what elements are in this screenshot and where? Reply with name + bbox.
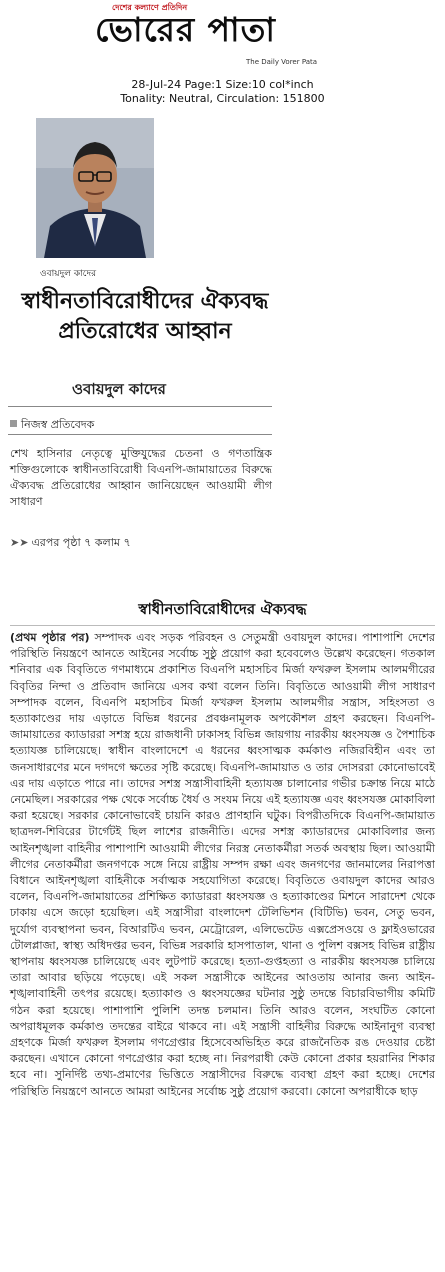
divider — [8, 406, 272, 407]
continuation-article-body — [10, 630, 435, 1100]
masthead-english-name: The Daily Vorer Pata — [246, 58, 318, 66]
headline-byline-name: ওবায়দুল কাদের — [72, 380, 166, 398]
double-arrow-icon: ➤➤ — [10, 536, 29, 549]
continuation-headline: স্বাধীনতাবিরোধীদের ঐক্যবদ্ধ — [138, 600, 307, 618]
reporter-label: নিজস্ব প্রতিবেদক — [21, 418, 95, 431]
newspaper-logo: ভোরের পাতা — [95, 10, 276, 49]
continued-on-text: এরপর পৃষ্ঠা ৭ কলাম ৭ — [31, 536, 131, 549]
portrait-photo — [36, 118, 154, 258]
clipping-meta-date-size: 28-Jul-24 Page:1 Size:10 col*inch — [131, 78, 314, 91]
masthead — [0, 0, 445, 68]
square-bullet-icon — [10, 420, 17, 427]
portrait-image — [36, 118, 154, 258]
front-headline: স্বাধীনতাবিরোধীদের ঐক্যবদ্ধ প্রতিরোধের আহ্বান — [21, 288, 269, 344]
divider — [10, 625, 435, 626]
continued-on-link — [10, 534, 131, 553]
front-article-body: শেখ হাসিনার নেতৃত্বে মুক্তিযুদ্ধের চেতনা ও গণতান্ত্রিক শক্তিগুলোকে স্বাধীনতাবিরোধী বিএনপি-জামায়াতের বিরুদ্ধে ঐক্যবদ্ধ প্রতিরোধের আহ্বান জানিয়েছেন আওয়ামী লীগ সাধারণ — [10, 447, 272, 508]
divider — [8, 434, 272, 435]
masthead-tagline: দেশের কল্যাণে প্রতিদিন — [112, 3, 188, 12]
continuation-lead: (প্রথম পৃষ্ঠার পর) — [10, 631, 90, 644]
clipping-meta-tonality: Tonality: Neutral, Circulation: 151800 — [120, 92, 325, 105]
reporter-credit — [10, 416, 94, 435]
photo-caption: ওবায়দুল কাদের — [40, 269, 97, 279]
continuation-text: সম্পাদক এবং সড়ক পরিবহন ও সেতুমন্ত্রী ওবায়দুল কাদের। পাশাপাশি দেশের পরিস্থিতি নিয়ন্ত্রণে আনতে আইনের সর্বোচ্চ সুষ্ঠু প্রয়োগ করা হবেবলেও উল্লেখ করেছেন। গতকাল শনিবার এক বিবৃতিতে গণমাধ্যমে প্রকাশিত বিএনপি মহাসচিব মির্জা ফখরুল ইসলাম আলমগীরের বিবৃতির নিন্দা ও প্রতিবাদ জানিয়ে এসব কথা বলেন তিনি। বিবৃতিতে আওয়ামী লীগ সাধারণ সম্পাদক বলেন, বিএনপি মহাসচিব মির্জা ফখরুল ইসলাম আলমগীর সন্ত্রাস, সহিংসতা ও হত্যাকাণ্ডের দায় এড়াতে বিভিন্ন ধরনের প্রবঞ্চনামূলক অপকৌশল গ্রহণ করছেন। বিএনপি-জামায়াতের ক্যাডাররা সশস্ত্র হয়ে রাজধানী ঢাকাসহ বিভিন্ন জায়গায় নারকীয় ধ্বংসযজ্ঞ ও পৈশাচিক হত্যাযজ্ঞ চালিয়েছে। স্বাধীন বাংলাদেশে এ ধরনের ধ্বংসাত্মক কর্মকাণ্ড নজিরবিহীন এবং তা জনসাধারণের মনে দগদগে ক্ষতের সৃষ্টি করেছে। বিএনপি-জামায়াত ও তার দোসররা কোনোভাবেই এর দায় এড়াতে পারে না। তাদের সশস্ত্র সন্ত্রাসীবাহিনী হত্যাযজ্ঞ চালানোর গভীর চক্রান্ত নিয়ে মাঠে নেমেছিল। সরকারের পক্ষ থেকে সর্বোচ্চ ধৈর্য ও সংযম নিয়ে এই হত্যাযজ্ঞ এবং ধ্বংসযজ্ঞ মোকাবিলা করা হয়েছে। সরকার কোনোভাবেই চায়নি কারও প্রাণহানি ঘটুক। বিপরীতদিকে বিএনপি-জামায়াত ছাত্রদল-শিবিরের টার্গেটই ছিল লাশের রাজনীতি। এদের সশস্ত্র ক্যাডারদের মোকাবিলার জন্য আইনশৃঙ্খলা বাহিনীর পাশাপাশি আওয়ামী লীগের নিরস্ত্র নেতাকর্মীরা সতর্ক অবস্থায় ছিল। আওয়ামী লীগের নেতাকর্মীরা জনগণকে সঙ্গে নিয়ে রাষ্ট্রীয় সম্পদ রক্ষা এবং জনগণের জানমালের নিরাপত্তা বিধানে আইনশৃঙ্খলা বাহিনীকে সর্বাত্মক সহযোগিতা করেছে। বিবৃতিতে ওবায়দুল কাদের আরও বলেন, বিএনপি-জামায়াতের প্রশিক্ষিত ক্যাডাররা ধ্বংসযজ্ঞ ও হত্যাকাণ্ডের মিশনে সারাদেশ থেকে ঢাকায় এসে জড়ো হয়েছিল। এই সন্ত্রাসীরা বাংলাদেশ টেলিভিশন (বিটিভি) ভবন, সেতু ভবন, দুর্যোগ ব্যবস্থাপনা ভবন, বিআরটিএ ভবন, মেট্রোরেল, এলিভেটেড এক্সপ্রেসওয়ে ও ফ্লাইওভারের টোলপ্লাজা, স্বাস্থ্য অধিদপ্তর ভবন, বিভিন্ন সরকারি হাসপাতাল, থানা ও পুলিশ বক্সসহ বিভিন্ন রাষ্ট্রীয় স্থাপনায় ধ্বংসযজ্ঞ চালিয়েছে এবং লুটপাট করেছে। হত্যা-গুপ্তহত্যা ও নারকীয় ধ্বংসযজ্ঞ চালিয়ে তারা আবার ছড়িয়ে পড়েছে। এই সকল সন্ত্রাসীকে আইনের আওতায় আনার জন্য আইন-শৃঙ্খলাবাহিনী তৎপর রয়েছে। হত্যাকাণ্ড ও ধ্বংসযজ্ঞের ঘটনার সুষ্ঠু তদন্তে বিচারবিভাগীয় কমিটি গঠন করা হয়েছে। পাশাপাশি পুলিশি তদন্ত চলমান। তিনি আরও বলেন, সংঘটিত কোনো অপরাধমূলক কর্মকাণ্ড তদন্তের বাইরে থাকবে না। এই সন্ত্রাসী বাহিনীর বিরুদ্ধে আইনানুগ ব্যবস্থা গ্রহণকে মির্জা ফখরুল ইসলাম গণগ্রেপ্তার হিসেবেঅভিহিত করে রাজনৈতিক রঙ দেওয়ার চেষ্টা করছেন। এখানে কোনো গণগ্রেপ্তার করা হচ্ছে না। নিরপরাধী কেউ কোনো প্রকার হয়রানির শিকার হবে না। সুনির্দিষ্ট তথ্য-প্রমাণের ভিত্তিতে সন্ত্রাসীদের বিরুদ্ধে ব্যবস্থা গ্রহণ করা হচ্ছে। দেশের পরিস্থিতি নিয়ন্ত্রণে আনতে আমরা আইনের সর্বোচ্চ সুষ্ঠু প্রয়োগ করবো। কোনো অপরাধীকে ছাড় — [10, 631, 435, 1098]
